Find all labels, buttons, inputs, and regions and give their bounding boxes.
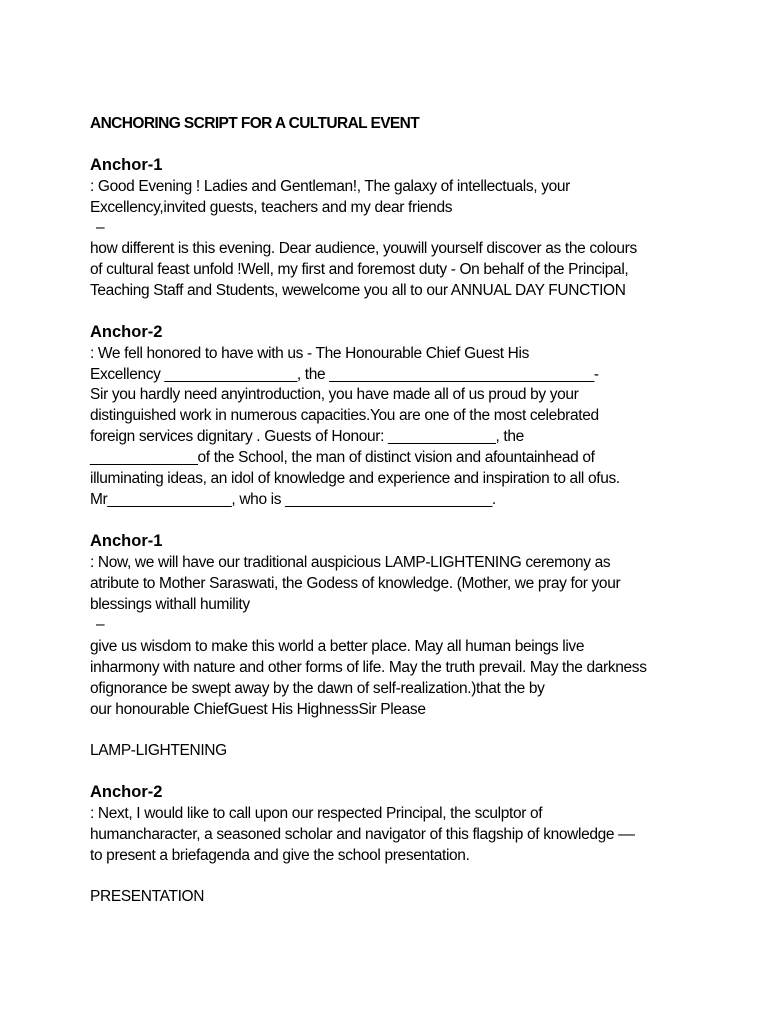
- script-line: inharmony with nature and other forms of life. May the truth prevail. May the darkness: [90, 659, 647, 676]
- script-line: humancharacter, a seasoned scholar and navigator of this flagship of knowledge ––: [90, 826, 635, 843]
- event-label: PRESENTATION: [90, 888, 205, 905]
- script-line: : Good Evening ! Ladies and Gentleman!, The galaxy of intellectuals, your: [90, 178, 570, 195]
- script-line: how different is this evening. Dear audience, youwill yourself discover as the colours: [90, 240, 637, 257]
- dash-line: –: [96, 616, 105, 633]
- script-line: foreign services dignitary . Guests of Honour: _____________, the: [90, 428, 524, 445]
- script-line: Mr_______________, who is _________________________.: [90, 491, 496, 508]
- script-line: to present a briefagenda and give the school presentation.: [90, 847, 470, 864]
- script-line: Excellency,invited guests, teachers and my dear friends: [90, 199, 453, 216]
- script-line: illuminating ideas, an idol of knowledge and experience and inspiration to all ofus.: [90, 470, 620, 487]
- script-line: ofignorance be swept away by the dawn of self-realization.)that the by: [90, 680, 545, 697]
- script-line: Teaching Staff and Students, wewelcome you all to our ANNUAL DAY FUNCTION: [90, 282, 626, 299]
- script-line: blessings withall humility: [90, 596, 250, 613]
- script-line: of cultural feast unfold !Well, my first and foremost duty - On behalf of the Principal,: [90, 261, 629, 278]
- script-line: _____________of the School, the man of distinct vision and afountainhead of: [90, 449, 595, 466]
- script-line: distinguished work in numerous capacities.You are one of the most celebrated: [90, 407, 599, 424]
- script-line: our honourable ChiefGuest His HighnessSir Please: [90, 701, 426, 718]
- script-line: : We fell honored to have with us - The Honourable Chief Guest His: [90, 345, 529, 362]
- script-line: : Now, we will have our traditional auspicious LAMP-LIGHTENING ceremony as: [90, 554, 611, 571]
- anchor-heading: Anchor-1: [90, 156, 163, 174]
- anchor-heading: Anchor-1: [90, 532, 163, 550]
- event-label: LAMP-LIGHTENING: [90, 742, 227, 759]
- script-line: Excellency ________________, the ________________________________-: [90, 366, 599, 383]
- script-line: : Next, I would like to call upon our respected Principal, the sculptor of: [90, 805, 543, 822]
- script-line: Sir you hardly need anyintroduction, you have made all of us proud by your: [90, 386, 579, 403]
- script-line: atribute to Mother Saraswati, the Godess of knowledge. (Mother, we pray for your: [90, 575, 621, 592]
- anchor-heading: Anchor-2: [90, 783, 163, 801]
- anchor-heading: Anchor-2: [90, 323, 163, 341]
- document-title: ANCHORING SCRIPT FOR A CULTURAL EVENT: [90, 115, 420, 132]
- script-line: give us wisdom to make this world a better place. May all human beings live: [90, 638, 585, 655]
- dash-line: –: [96, 219, 105, 236]
